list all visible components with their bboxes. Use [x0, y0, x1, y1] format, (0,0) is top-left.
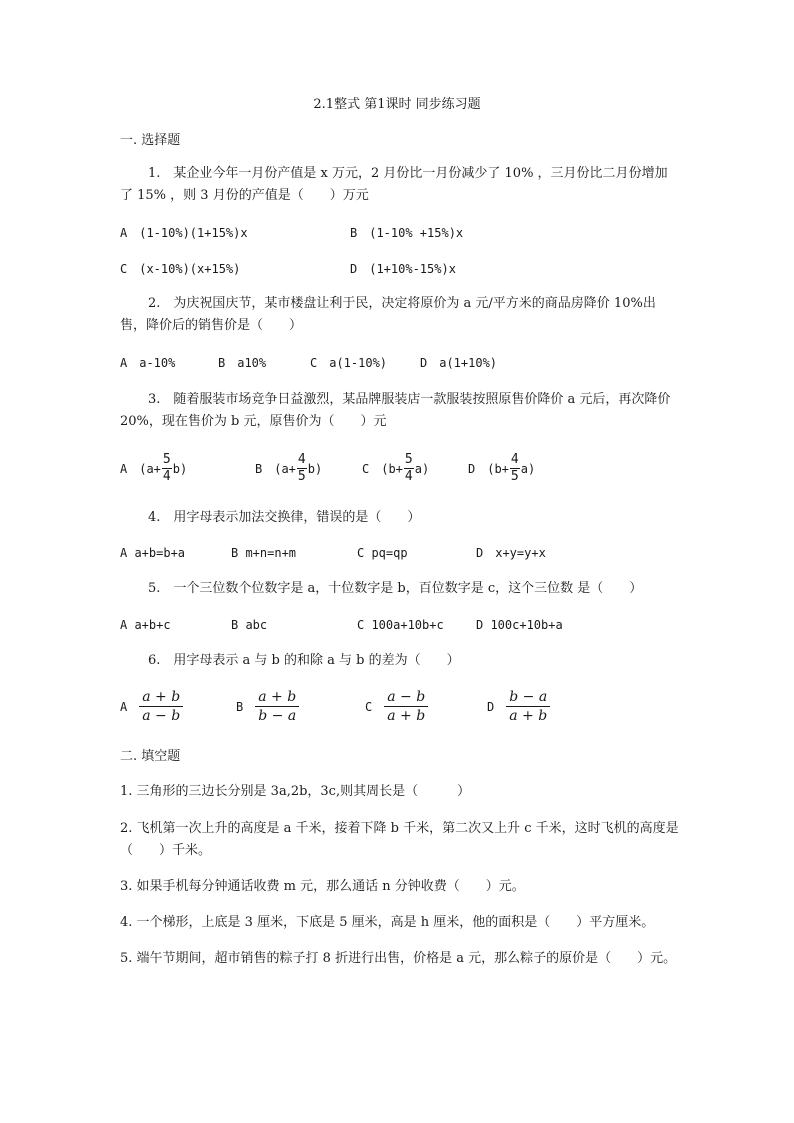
q6-option-c	[365, 688, 428, 725]
q1-option-d: D (1+10%-15%)x	[350, 262, 456, 276]
fill-question-4: 4. 一个梯形，上底是 3 厘米，下底是 5 厘米，高是 h 厘米，他的面积是（ ）平方厘米。	[120, 915, 655, 930]
q1-option-a: A (1-10%)(1+15%)x	[120, 226, 248, 240]
question-5-text: 5. 一个三位数个位数字是 a，十位数字是 b，百位数字是 c，这个三位数 是（ ）	[148, 581, 643, 596]
question-1	[120, 163, 680, 207]
fraction	[506, 688, 550, 725]
q3-option-d-post: a)	[520, 461, 536, 476]
q2-option-c: C a(1-10%)	[310, 356, 388, 370]
fraction-denominator: 4	[162, 469, 171, 484]
question-6-text: 6. 用字母表示 a 与 b 的和除 a 与 b 的差为（ ）	[148, 653, 460, 668]
fraction	[255, 688, 299, 725]
fraction-denominator: b − a	[258, 708, 297, 724]
q5-option-c: C 100a+10b+c	[357, 618, 444, 632]
q3-option-b-pre: B (a+	[255, 461, 296, 476]
fraction	[297, 452, 307, 485]
q6-option-a	[120, 688, 183, 725]
fraction-numerator: 5	[404, 452, 413, 467]
fill-question-2: 2. 飞机第一次上升的高度是 a 千米，接着下降 b 千米，第二次又上升 c 千米，这时飞机的高度是（ ）千米。	[120, 821, 679, 858]
fraction	[162, 452, 172, 485]
q2-option-a: A a-10%	[120, 356, 176, 370]
q6-option-d	[487, 688, 550, 725]
fraction-numerator: a − b	[384, 688, 428, 707]
q3-option-b-post: b)	[307, 461, 323, 476]
fraction-numerator: 4	[510, 452, 519, 467]
q1-option-c: C (x-10%)(x+15%)	[120, 262, 241, 276]
q6-option-a-label: A	[120, 699, 128, 714]
q3-option-b	[255, 452, 322, 485]
question-3-text: 3. 随着服装市场竞争日益激烈，某品牌服装店一款服装按照原售价降价 a 元后，再次降价 20%，现在售价为 b 元，原售价为（ ）元	[120, 392, 671, 429]
fill-question-5: 5. 端午节期间，超市销售的粽子打 8 折进行出售，价格是 a 元，那么粽子的原价是（ ）元。	[120, 951, 677, 966]
fill-question-3: 3. 如果手机每分钟通话收费 m 元，那么通话 n 分钟收费（ ）元。	[120, 879, 525, 894]
q3-option-c-post: a)	[414, 461, 430, 476]
q3-option-a-pre: A (a+	[120, 461, 161, 476]
question-4	[120, 507, 680, 529]
q3-option-a	[120, 452, 187, 485]
fraction-denominator: a + b	[509, 708, 548, 724]
fraction-numerator: 4	[297, 452, 306, 467]
q3-option-c-pre: C (b+	[362, 461, 403, 476]
q3-option-d-pre: D (b+	[468, 461, 509, 476]
q3-option-a-post: b)	[172, 461, 188, 476]
fraction-numerator: a + b	[139, 688, 183, 707]
q4-option-d: D x+y=y+x	[476, 546, 546, 560]
fill-question-1: 1. 三角形的三边长分别是 3a,2b，3c,则其周长是（ ）	[120, 784, 471, 799]
q4-option-b: B m+n=n+m	[231, 546, 297, 560]
question-1-text: 1. 某企业今年一月份产值是 x 万元，2 月份比一月份减少了 10% ，三月份比二月份增加了 15% ，则 3 月份的产值是（ ）万元	[120, 166, 668, 203]
q6-option-b-label: B	[236, 699, 244, 714]
question-2-text: 2. 为庆祝国庆节，某市楼盘让利于民，决定将原价为 a 元/平方米的商品房降价 10%出售，降价后的销售价是（ ）	[120, 296, 656, 333]
question-2	[120, 293, 680, 337]
q4-option-c: C pq=qp	[357, 546, 408, 560]
q2-option-b: B a10%	[218, 356, 267, 370]
fraction	[510, 452, 520, 485]
fraction	[139, 688, 183, 725]
q6-option-c-label: C	[365, 699, 373, 714]
fraction	[384, 688, 428, 725]
fraction	[404, 452, 414, 485]
q5-option-b: B abc	[231, 618, 268, 632]
fraction-denominator: a − b	[142, 708, 181, 724]
section-heading-choice: 一. 选择题	[120, 133, 181, 148]
question-5	[120, 578, 680, 600]
question-4-text: 4. 用字母表示加法交换律，错误的是（ ）	[148, 510, 421, 525]
q5-option-a: A a+b+c	[120, 618, 171, 632]
q2-option-d: D a(1+10%)	[420, 356, 498, 370]
q3-option-d	[468, 452, 535, 485]
page-title: 2.1整式 第1课时 同步练习题	[313, 97, 481, 112]
fraction-numerator: a + b	[255, 688, 299, 707]
question-6	[120, 650, 680, 672]
q6-option-b	[236, 688, 299, 725]
fraction-denominator: 5	[297, 469, 306, 484]
section-heading-fill: 二. 填空题	[120, 749, 181, 764]
question-3	[120, 389, 680, 433]
q3-option-c	[362, 452, 429, 485]
q1-option-b: B (1-10% +15%)x	[350, 226, 464, 240]
q4-option-a: A a+b=b+a	[120, 546, 186, 560]
q5-option-d: D 100c+10b+a	[476, 618, 563, 632]
fraction-numerator: 5	[162, 452, 171, 467]
fraction-denominator: 4	[404, 469, 413, 484]
fraction-numerator: b − a	[506, 688, 550, 707]
q6-option-d-label: D	[487, 699, 495, 714]
fraction-denominator: 5	[510, 469, 519, 484]
fraction-denominator: a + b	[387, 708, 426, 724]
